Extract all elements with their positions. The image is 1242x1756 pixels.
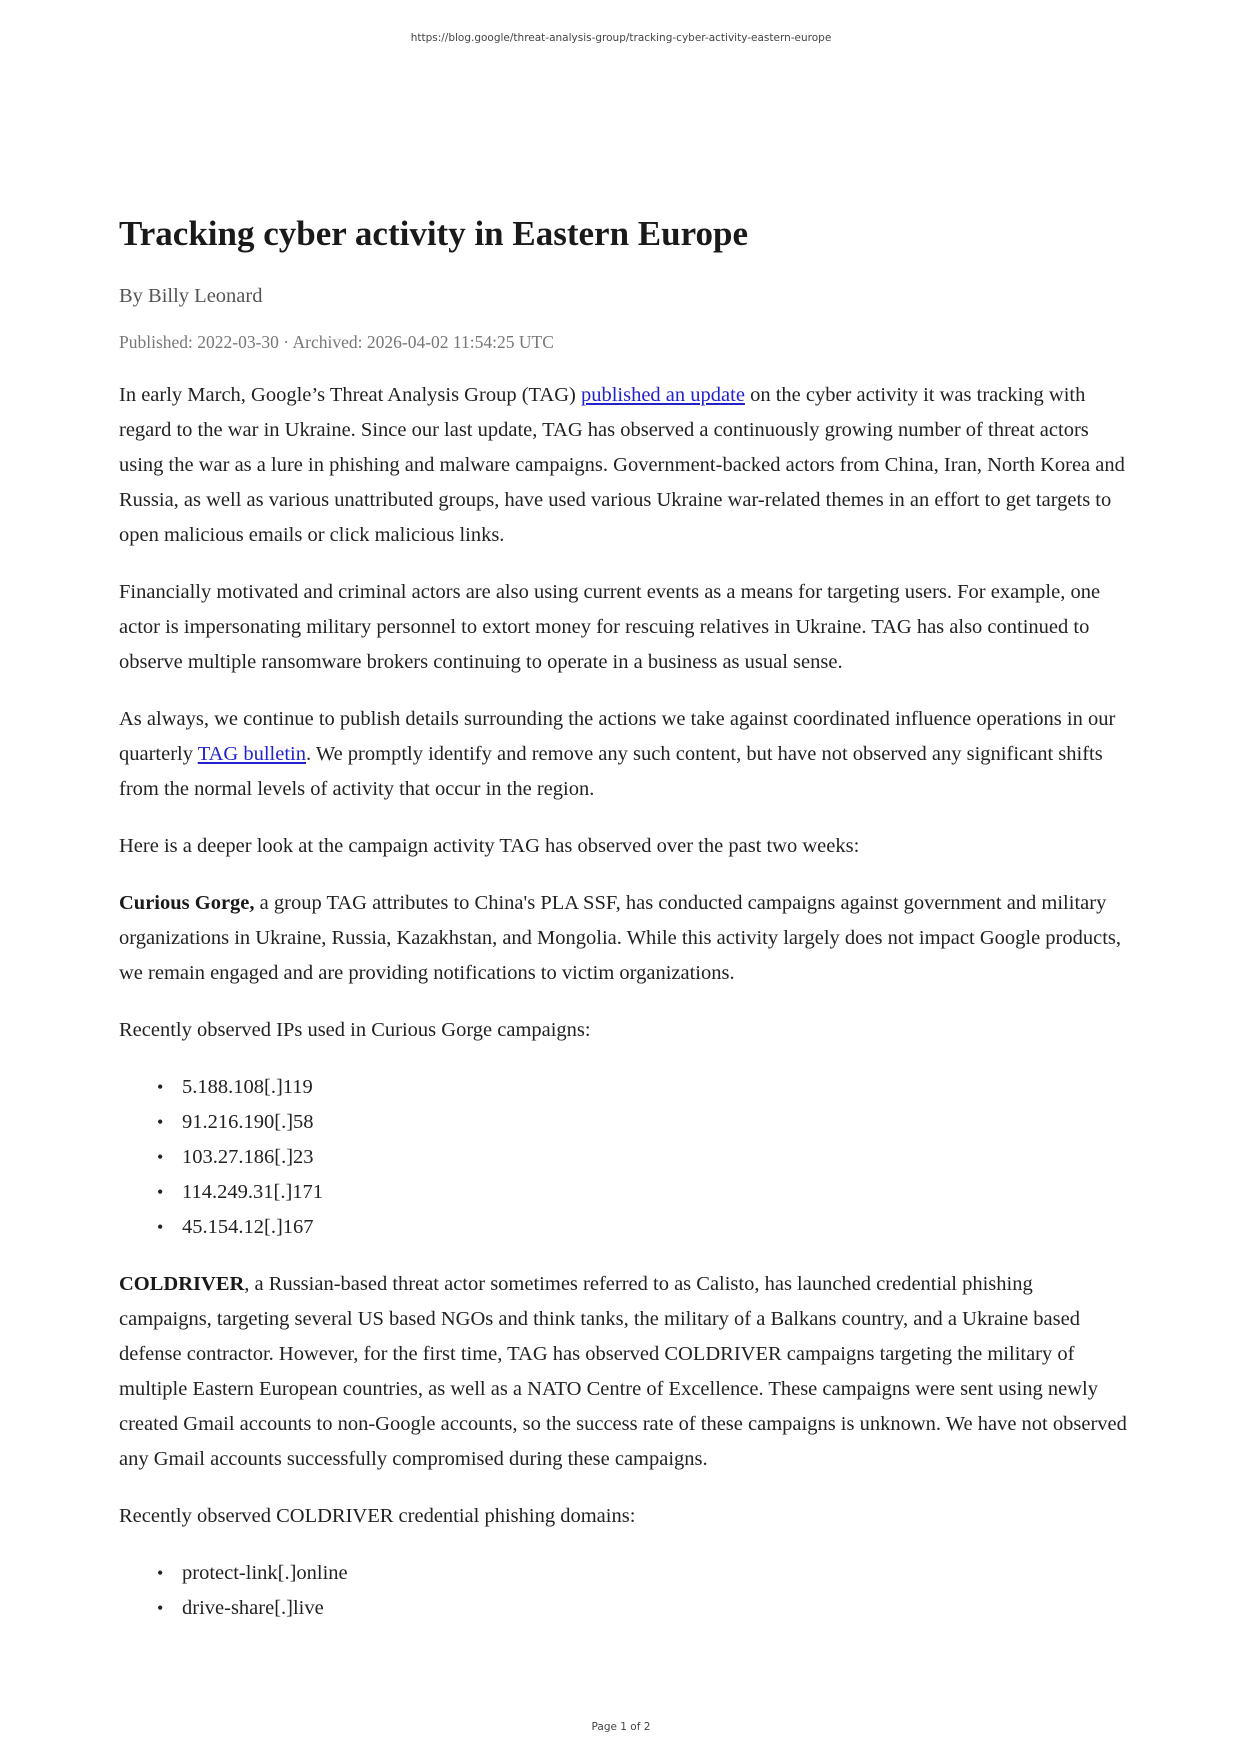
- published-an-update-link[interactable]: published an update: [580, 384, 745, 406]
- list-item: [157, 1105, 1129, 1140]
- bullet-icon: •: [157, 1112, 164, 1132]
- article-byline: By Billy Leonard: [119, 285, 263, 307]
- list-item: [157, 1070, 1129, 1105]
- paragraph-influence-operations: [119, 702, 1129, 807]
- article: [119, 212, 1129, 1648]
- ip-address: 103.27.186[.]23: [182, 1146, 314, 1168]
- tag-bulletin-link[interactable]: TAG bulletin: [197, 743, 306, 765]
- curious-gorge-name: Curious Gorge,: [119, 892, 255, 914]
- paragraph-intro: [119, 378, 1129, 553]
- list-item: [157, 1210, 1129, 1245]
- article-title: Tracking cyber activity in Eastern Europe: [119, 214, 749, 253]
- paragraph-intro-text-after: on the cyber activity it was tracking with regard to the war in Ukraine. Since our last update, TAG has observed a continuously growing number of threat actors using the war as a lure in phishing and malware campaigns. Government-backed actors from China, Iran, North Korea and Russia, as well as various unattributed groups, have used various Ukraine war-related themes in an effort to get targets to open malicious emails or click malicious links.: [119, 384, 1125, 546]
- phishing-domain: drive-share[.]live: [182, 1597, 324, 1619]
- bullet-icon: •: [157, 1147, 164, 1167]
- list-item: [157, 1140, 1129, 1175]
- bullet-icon: •: [157, 1182, 164, 1202]
- ip-address: 91.216.190[.]58: [182, 1111, 314, 1133]
- list-item: [157, 1591, 1129, 1626]
- paragraph-coldriver: [119, 1267, 1129, 1477]
- coldriver-domain-list: [119, 1556, 1129, 1626]
- list-item: [157, 1175, 1129, 1210]
- page-number-footer: Page 1 of 2: [591, 1721, 651, 1733]
- bullet-icon: •: [157, 1598, 164, 1618]
- paragraph-financial-actors: Financially motivated and criminal actors are also using current events as a means for targeting users. For example, one actor is impersonating military personnel to extort money for rescuing relatives in Ukraine. TAG has also continued to observe multiple ransomware brokers continuing to operate in a business as usual sense.: [119, 581, 1101, 673]
- coldriver-name: COLDRIVER: [119, 1273, 245, 1295]
- paragraph-intro-text-before: In early March, Google’s Threat Analysis Group (TAG): [119, 384, 581, 406]
- bullet-icon: •: [157, 1217, 164, 1237]
- page-url-header: https://blog.google/threat-analysis-group/tracking-cyber-activity-eastern-europe: [410, 32, 832, 44]
- ip-address: 114.249.31[.]171: [182, 1181, 324, 1203]
- paragraph-influence-text-before: As always, we continue to publish details surrounding the actions we take against coordinated influence operations in our quarterly: [119, 708, 1116, 765]
- coldriver-text: , a Russian-based threat actor sometimes referred to as Calisto, has launched credential phishing campaigns, targeting several US based NGOs and think tanks, the military of a Balkans country, and a Ukraine based defense contractor. However, for the first time, TAG has observed COLDRIVER campaigns targeting the military of multiple Eastern European countries, as well as a NATO Centre of Excellence. These campaigns were sent using newly created Gmail accounts to non-Google accounts, so the success rate of these campaigns is unknown. We have not observed any Gmail accounts successfully compromised during these campaigns.: [119, 1273, 1127, 1470]
- paragraph-curious-gorge: [119, 886, 1129, 991]
- bullet-icon: •: [157, 1563, 164, 1583]
- curious-gorge-ip-list: [119, 1070, 1129, 1245]
- list-item: [157, 1556, 1129, 1591]
- coldriver-domains-intro: Recently observed COLDRIVER credential phishing domains:: [119, 1505, 636, 1527]
- paragraph-deeper-look: Here is a deeper look at the campaign activity TAG has observed over the past two weeks:: [119, 835, 860, 857]
- curious-gorge-text: a group TAG attributes to China's PLA SSF, has conducted campaigns against government and military organizations in Ukraine, Russia, Kazakhstan, and Mongolia. While this activity largely does not impact Google products, we remain engaged and are providing notifications to victim organizations.: [119, 892, 1122, 984]
- bullet-icon: •: [157, 1077, 164, 1097]
- curious-gorge-ips-intro: Recently observed IPs used in Curious Gorge campaigns:: [119, 1019, 591, 1041]
- ip-address: 5.188.108[.]119: [182, 1076, 313, 1098]
- article-meta-dates: Published: 2022-03-30 · Archived: 2026-04-02 11:54:25 UTC: [119, 332, 554, 352]
- paragraph-influence-text-after: . We promptly identify and remove any such content, but have not observed any significant shifts from the normal levels of activity that occur in the region.: [119, 743, 1103, 800]
- phishing-domain: protect-link[.]online: [182, 1562, 348, 1584]
- ip-address: 45.154.12[.]167: [182, 1216, 314, 1238]
